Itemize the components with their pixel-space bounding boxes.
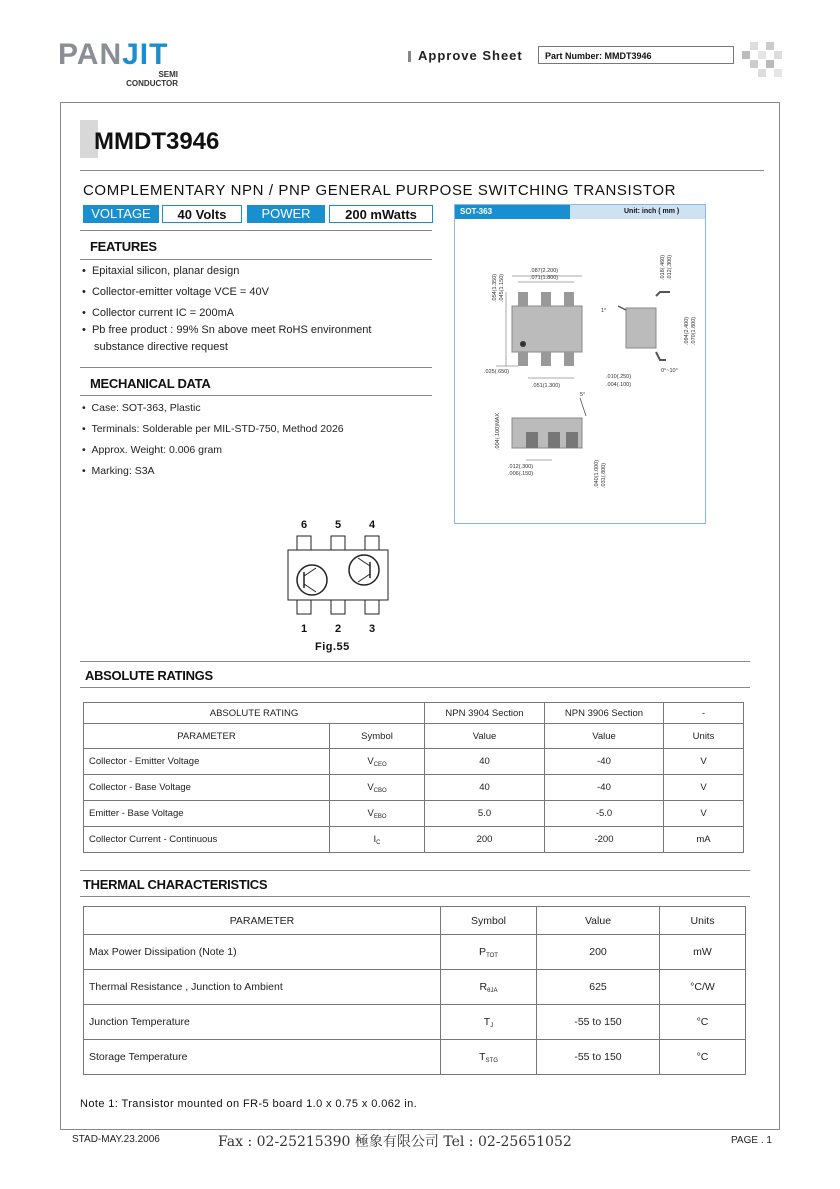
symbol-sub: CEO bbox=[373, 761, 387, 768]
mech-rule bbox=[80, 395, 432, 396]
footer-date: STAD-MAY.23.2006 bbox=[72, 1134, 160, 1145]
pin-label-bottom: 1 bbox=[301, 623, 308, 634]
feature-text: Pb free product : 99% Sn above meet RoHS environment bbox=[91, 324, 372, 336]
value-cell: -55 to 150 bbox=[537, 1040, 660, 1075]
symbol-sub: θJA bbox=[487, 987, 498, 994]
absolute-title: ABSOLUTE RATINGS bbox=[85, 668, 213, 683]
symbol: V bbox=[367, 781, 374, 793]
power-value: 200 mWatts bbox=[329, 205, 433, 223]
logo-subtitle bbox=[126, 70, 178, 88]
dim-text: .012(.300) bbox=[508, 464, 534, 470]
table-row bbox=[84, 1040, 746, 1075]
param-cell: Max Power Dissipation (Note 1) bbox=[84, 935, 441, 970]
unit-cell: mW bbox=[660, 935, 746, 970]
dim-text: .006(.150) bbox=[508, 471, 534, 477]
header-cell: - bbox=[664, 703, 744, 724]
header-cell: Units bbox=[664, 724, 744, 749]
header-cell: ABSOLUTE RATING bbox=[84, 703, 425, 724]
symbol-cell bbox=[441, 1005, 537, 1040]
param-cell: Junction Temperature bbox=[84, 1005, 441, 1040]
mechanical-title: MECHANICAL DATA bbox=[90, 376, 211, 391]
features-rule-top bbox=[80, 230, 432, 231]
table-row bbox=[84, 827, 744, 853]
dim-text: .071(1.800) bbox=[530, 275, 559, 281]
dim-text: .045(1.150) bbox=[499, 273, 505, 302]
value-cell: 625 bbox=[537, 970, 660, 1005]
mech-text: Approx. Weight: 0.006 gram bbox=[91, 444, 223, 456]
header-cell: NPN 3906 Section bbox=[545, 703, 664, 724]
param-cell: Collector Current - Continuous bbox=[84, 827, 330, 853]
power-badge: POWER bbox=[247, 205, 325, 223]
product-subtitle: COMPLEMENTARY NPN / PNP GENERAL PURPOSE SWITCHING TRANSISTOR bbox=[83, 182, 677, 199]
table-header-row bbox=[84, 724, 744, 749]
voltage-value: 40 Volts bbox=[162, 205, 242, 223]
page-title: MMDT3946 bbox=[94, 128, 220, 155]
value-cell: 5.0 bbox=[425, 801, 545, 827]
dim-text: 0°~10° bbox=[661, 368, 678, 374]
mech-item: • Marking: S3A bbox=[82, 465, 155, 477]
symbol-cell bbox=[330, 801, 425, 827]
unit-cell: V bbox=[664, 749, 744, 775]
mech-text: Case: SOT-363, Plastic bbox=[91, 402, 201, 414]
features-rule bbox=[80, 259, 432, 260]
header-cell: PARAMETER bbox=[84, 907, 441, 935]
part-number-box bbox=[538, 46, 734, 64]
header-cell: Value bbox=[545, 724, 664, 749]
feature-text: Epitaxial silicon, planar design bbox=[91, 265, 240, 277]
symbol: R bbox=[479, 980, 488, 993]
param-cell: Collector - Emitter Voltage bbox=[84, 749, 330, 775]
value-cell: -40 bbox=[545, 749, 664, 775]
pin-label-top: 5 bbox=[335, 519, 342, 531]
thermal-table bbox=[83, 906, 746, 1075]
dim-text: .018(.460) bbox=[660, 254, 666, 280]
symbol: I bbox=[373, 833, 377, 845]
symbol-cell bbox=[441, 1040, 537, 1075]
dim-text: 1° bbox=[601, 308, 607, 314]
feature-item: • Epitaxial silicon, planar design bbox=[82, 265, 240, 277]
dim-text: .087(2.200) bbox=[530, 268, 559, 274]
value-cell: -40 bbox=[545, 775, 664, 801]
logo-sub-conductor: CONDUCTOR bbox=[126, 79, 178, 88]
logo-pan: PAN bbox=[58, 38, 123, 71]
unit-cell: V bbox=[664, 801, 744, 827]
feature-item: • Collector current IC = 200mA bbox=[82, 307, 235, 319]
header-cell: NPN 3904 Section bbox=[425, 703, 545, 724]
approve-marker bbox=[408, 51, 411, 62]
dim-text: .094(2.400) bbox=[684, 316, 690, 345]
dim-text: .025(.650) bbox=[484, 369, 510, 375]
symbol-sub: J bbox=[490, 1022, 494, 1029]
feature-text: Collector-emitter voltage VCE = 40V bbox=[91, 286, 269, 298]
symbol-sub: TOT bbox=[486, 952, 498, 959]
table-row bbox=[84, 801, 744, 827]
symbol-cell bbox=[330, 827, 425, 853]
dim-text: .040(1.000) bbox=[594, 459, 600, 488]
table-row bbox=[84, 1005, 746, 1040]
symbol: V bbox=[367, 807, 374, 819]
symbol: P bbox=[479, 945, 487, 958]
header-cell: PARAMETER bbox=[84, 724, 330, 749]
pin-label-top: 4 bbox=[369, 519, 376, 531]
approve-sheet-label: Approve Sheet bbox=[418, 48, 523, 63]
symbol-cell bbox=[330, 749, 425, 775]
mech-rule-top bbox=[80, 367, 432, 368]
unit-cell: °C bbox=[660, 1005, 746, 1040]
feature-text: Collector current IC = 200mA bbox=[91, 307, 235, 319]
package-drawing bbox=[456, 220, 704, 520]
pinout-figure bbox=[280, 516, 390, 634]
symbol: T bbox=[483, 1015, 491, 1028]
value-cell: -5.0 bbox=[545, 801, 664, 827]
value-cell: -200 bbox=[545, 827, 664, 853]
dim-text: .004(.100)MAX bbox=[495, 413, 501, 450]
value-cell: -55 to 150 bbox=[537, 1005, 660, 1040]
thermal-rule-top bbox=[80, 870, 750, 871]
unit-cell: mA bbox=[664, 827, 744, 853]
mech-text: Terminals: Solderable per MIL-STD-750, Method 2026 bbox=[91, 423, 344, 435]
unit-cell: °C/W bbox=[660, 970, 746, 1005]
pin-label-bottom: 2 bbox=[335, 623, 342, 634]
feature-item: • Pb free product : 99% Sn above meet RoHS environment bbox=[82, 324, 372, 336]
package-unit: Unit: inch ( mm ) bbox=[624, 208, 680, 215]
dim-text: .012(.300) bbox=[667, 254, 673, 280]
value-cell: 40 bbox=[425, 749, 545, 775]
unit-cell: °C bbox=[660, 1040, 746, 1075]
figure-caption: Fig.55 bbox=[315, 641, 350, 653]
symbol-cell bbox=[441, 970, 537, 1005]
part-number-label: Part Number: bbox=[545, 51, 603, 61]
header-cell: Value bbox=[537, 907, 660, 935]
table-header-row bbox=[84, 907, 746, 935]
symbol-cell bbox=[441, 935, 537, 970]
pin-label-top: 6 bbox=[301, 519, 308, 531]
dim-text: .010(.250) bbox=[606, 374, 632, 380]
dim-text: .004(.100) bbox=[606, 382, 632, 388]
dim-text: 5° bbox=[580, 392, 586, 398]
panjit-logo bbox=[58, 38, 168, 72]
dim-text: .031(.800) bbox=[601, 462, 607, 488]
footnote: Note 1: Transistor mounted on FR-5 board 1.0 x 0.75 x 0.062 in. bbox=[80, 1098, 418, 1110]
dim-text: .054(1.350) bbox=[492, 273, 498, 302]
param-cell: Collector - Base Voltage bbox=[84, 775, 330, 801]
param-cell: Emitter - Base Voltage bbox=[84, 801, 330, 827]
param-cell: Storage Temperature bbox=[84, 1040, 441, 1075]
header-cell: Symbol bbox=[330, 724, 425, 749]
value-cell: 200 bbox=[425, 827, 545, 853]
checker-decoration bbox=[742, 42, 782, 78]
pin-label-bottom: 3 bbox=[369, 623, 376, 634]
mech-item: • Terminals: Solderable per MIL-STD-750, Method 2026 bbox=[82, 423, 344, 435]
symbol-sub: CBO bbox=[373, 787, 387, 794]
symbol: V bbox=[367, 755, 374, 767]
mech-text: Marking: S3A bbox=[91, 465, 155, 477]
package-name: SOT-363 bbox=[460, 207, 493, 216]
footer-page: PAGE . 1 bbox=[731, 1135, 772, 1146]
part-number-value: MMDT3946 bbox=[604, 51, 652, 61]
table-row bbox=[84, 970, 746, 1005]
title-rule bbox=[80, 170, 764, 171]
dim-text: .070(1.800) bbox=[691, 316, 697, 345]
symbol-cell bbox=[330, 775, 425, 801]
abs-rule bbox=[80, 687, 750, 688]
thermal-rule bbox=[80, 896, 750, 897]
unit-cell: V bbox=[664, 775, 744, 801]
voltage-badge: VOLTAGE bbox=[83, 205, 159, 223]
symbol-sub: C bbox=[376, 839, 381, 846]
param-cell: Thermal Resistance , Junction to Ambient bbox=[84, 970, 441, 1005]
header-cell: Units bbox=[660, 907, 746, 935]
table-row bbox=[84, 749, 744, 775]
value-cell: 40 bbox=[425, 775, 545, 801]
thermal-title: THERMAL CHARACTERISTICS bbox=[83, 877, 268, 892]
mech-item: • Case: SOT-363, Plastic bbox=[82, 402, 201, 414]
symbol-sub: STG bbox=[485, 1057, 498, 1064]
logo-sub-semi: SEMI bbox=[158, 70, 178, 79]
table-header-row bbox=[84, 703, 744, 724]
header-cell: Symbol bbox=[441, 907, 537, 935]
footer-contact: Fax : 02-25215390 極象有限公司 Tel : 02-25651052 bbox=[218, 1134, 572, 1150]
symbol: T bbox=[479, 1050, 486, 1063]
mech-item: • Approx. Weight: 0.006 gram bbox=[82, 444, 223, 456]
abs-rule-top bbox=[80, 661, 750, 662]
table-row bbox=[84, 775, 744, 801]
absolute-ratings-table bbox=[83, 702, 744, 853]
logo-jit: JIT bbox=[122, 38, 169, 71]
dim-text: .051(1.300) bbox=[532, 383, 561, 389]
feature-item: • Collector-emitter voltage VCE = 40V bbox=[82, 286, 269, 298]
symbol-sub: EBO bbox=[373, 813, 387, 820]
table-row bbox=[84, 935, 746, 970]
value-cell: 200 bbox=[537, 935, 660, 970]
header-cell: Value bbox=[425, 724, 545, 749]
features-title: FEATURES bbox=[90, 239, 157, 254]
feature-item-cont: substance directive request bbox=[94, 341, 228, 353]
